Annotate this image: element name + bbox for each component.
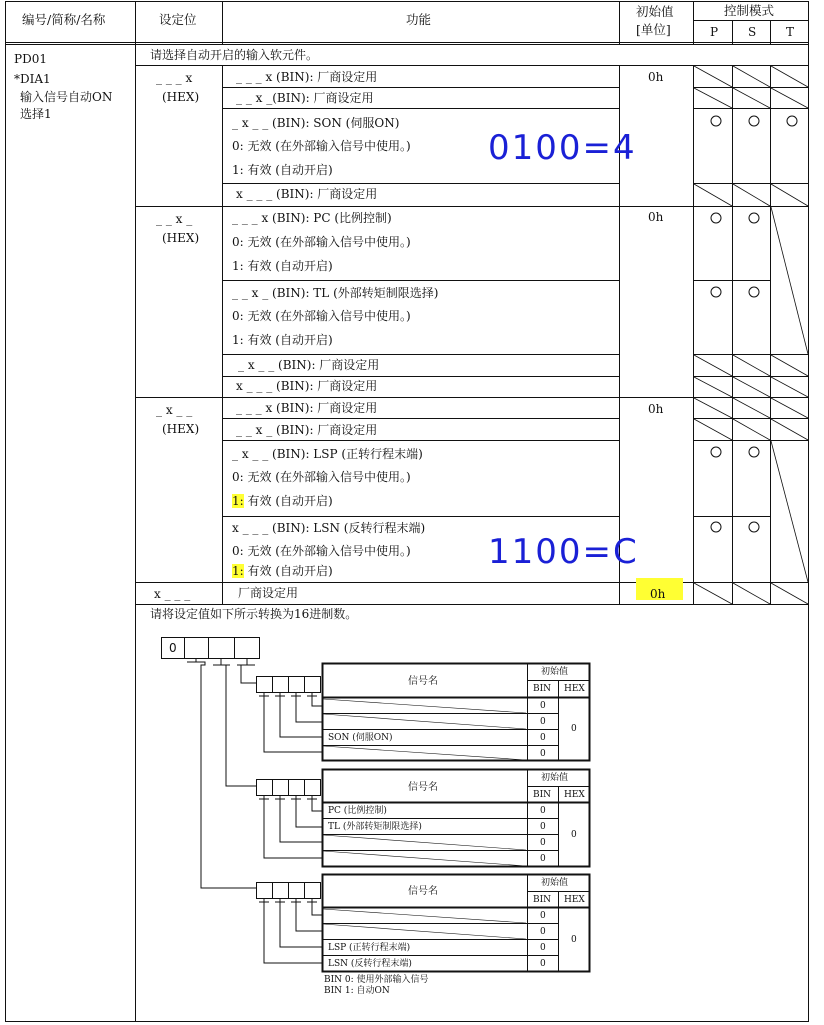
header-control-mode: 控制模式 — [724, 3, 775, 18]
group3-row3-title: _ x _ _ (BIN): LSP (正转行程末端) — [232, 447, 423, 461]
table1-hex-header: HEX — [564, 684, 585, 694]
table3-signal-header: 信号名 — [408, 886, 438, 897]
group2-row1-opt0: 0: 无效 (在外部输入信号中使用。) — [232, 235, 411, 249]
group2-row2-opt1: 1: 有效 (自动开启) — [232, 333, 333, 347]
table1-label-son: SON (伺服ON) — [328, 733, 393, 743]
group1-row3-opt0: 0: 无效 (在外部输入信号中使用。) — [232, 139, 411, 153]
table2-hex-value: 0 — [571, 830, 577, 840]
highlight-mark: 1: — [232, 564, 244, 578]
group3-row4-opt0: 0: 无效 (在外部输入信号中使用。) — [232, 544, 411, 558]
group2-row1-opt1: 1: 有效 (自动开启) — [232, 259, 333, 273]
table2-hex-header: HEX — [564, 790, 585, 800]
group3-bit: _ x _ _ — [156, 403, 193, 417]
table3-bin-1: 0 — [540, 927, 546, 937]
group2-row2-opt0: 0: 无效 (在外部输入信号中使用。) — [232, 309, 411, 323]
table3-hex-value: 0 — [571, 935, 577, 945]
group3-row4-opt1: 1: 有效 (自动开启) — [232, 564, 333, 578]
table3-bin-3: 0 — [540, 959, 546, 969]
table3-label-lsn: LSN (反转行程末端) — [328, 959, 412, 969]
header-mode-t: T — [786, 25, 795, 39]
highlight-mark: 1: — [232, 494, 244, 508]
param-code: PD01 — [14, 52, 47, 66]
group1-bit: _ _ _ x — [156, 71, 193, 85]
table1-bin-0: 0 — [540, 701, 546, 711]
header-setting-bit: 设定位 — [159, 12, 197, 27]
group3-row2-title: _ _ x _ (BIN): 厂商设定用 — [236, 423, 378, 437]
group1-row4-title: x _ _ _ (BIN): 厂商设定用 — [236, 187, 378, 201]
group1-initial: 0h — [648, 70, 664, 84]
table3-label-lsp: LSP (正转行程末端) — [328, 943, 411, 953]
note-bin1: BIN 1: 自动ON — [324, 986, 390, 996]
group1-row1-title: _ _ _ x (BIN): 厂商设定用 — [236, 70, 378, 84]
table3-initial-header: 初始值 — [541, 878, 569, 888]
group2-row4-title: x _ _ _ (BIN): 厂商设定用 — [236, 379, 378, 393]
table1-hex-value: 0 — [571, 724, 577, 734]
group3-row3-opt1: 1: 有效 (自动开启) — [232, 494, 333, 508]
handwritten-note-0100: 0100=4 — [488, 128, 637, 168]
header-number-name: 编号/简称/名称 — [22, 12, 106, 27]
table1-bin-3: 0 — [540, 749, 546, 759]
table3-bin-2: 0 — [540, 943, 546, 953]
table2-initial-header: 初始值 — [541, 773, 569, 783]
table2-bin-3: 0 — [540, 854, 546, 864]
group2-bit: _ _ x _ — [156, 212, 193, 226]
header-function: 功能 — [406, 12, 432, 27]
group2-row1-title: _ _ _ x (BIN): PC (比例控制) — [232, 211, 392, 225]
param-name-line2: 选择1 — [20, 107, 52, 121]
group4-title: 厂商设定用 — [238, 586, 299, 600]
table2-label-tl: TL (外部转矩制限选择) — [328, 822, 422, 832]
group3-hex: (HEX) — [162, 422, 200, 436]
group2-row2-title: _ _ x _ (BIN): TL (外部转矩制限选择) — [232, 286, 439, 300]
param-abbr: *DIA1 — [14, 72, 51, 86]
table1-bin-header: BIN — [533, 684, 552, 694]
group2-row3-title: _ x _ _ (BIN): 厂商设定用 — [238, 358, 380, 372]
group3-row1-title: _ _ _ x (BIN): 厂商设定用 — [236, 401, 378, 415]
table2-signal-header: 信号名 — [408, 782, 438, 793]
header-mode-s: S — [748, 25, 757, 39]
table2-label-pc: PC (比例控制) — [328, 806, 387, 816]
handwritten-note-1100: 1100=C — [488, 532, 639, 572]
note-bin0: BIN 0: 使用外部输入信号 — [324, 975, 429, 985]
table2-bin-0: 0 — [540, 806, 546, 816]
table1-bin-2: 0 — [540, 733, 546, 743]
group4-initial: 0h — [650, 587, 666, 601]
table1-signal-header: 信号名 — [408, 676, 438, 687]
intro-text: 请选择自动开启的输入软元件。 — [150, 48, 319, 62]
table3-hex-header: HEX — [564, 895, 585, 905]
group1-row3-title: _ x _ _ (BIN): SON (伺服ON) — [232, 116, 400, 130]
table3-bin-header: BIN — [533, 895, 552, 905]
header-initial-value: 初始值 — [636, 4, 674, 19]
table2-bin-2: 0 — [540, 838, 546, 848]
table1-bin-1: 0 — [540, 717, 546, 727]
table2-bin-header: BIN — [533, 790, 552, 800]
table2-bin-1: 0 — [540, 822, 546, 832]
group1-row3-opt1: 1: 有效 (自动开启) — [232, 163, 333, 177]
group2-hex: (HEX) — [162, 231, 200, 245]
group1-hex: (HEX) — [162, 90, 200, 104]
convert-text: 请将设定值如下所示转换为16进制数。 — [150, 607, 358, 621]
group4-bit: x _ _ _ — [154, 587, 191, 601]
table1-initial-header: 初始值 — [541, 667, 569, 677]
group3-row3-opt0: 0: 无效 (在外部输入信号中使用。) — [232, 470, 411, 484]
param-name: 输入信号自动ON — [20, 90, 113, 104]
group2-initial: 0h — [648, 210, 664, 224]
table3-bin-0: 0 — [540, 911, 546, 921]
group1-row2-title: _ _ x _(BIN): 厂商设定用 — [236, 91, 374, 105]
group3-row4-title: x _ _ _ (BIN): LSN (反转行程末端) — [232, 521, 426, 535]
header-unit: [单位] — [636, 22, 671, 37]
hex-digit-fixed: 0 — [169, 641, 177, 655]
group3-initial: 0h — [648, 402, 664, 416]
header-mode-p: P — [710, 25, 719, 39]
